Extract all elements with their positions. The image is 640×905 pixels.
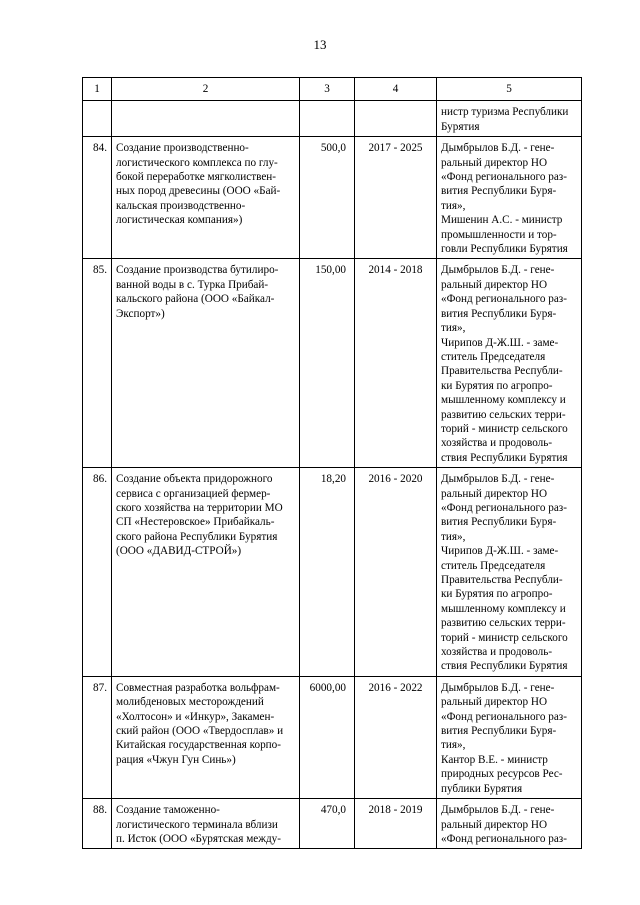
table-header-row: [83, 78, 582, 101]
project-name-line: молибденовых месторождений: [116, 696, 264, 709]
project-name: [112, 799, 300, 849]
responsible-line: ствия Республики Бурятия: [441, 451, 568, 464]
project-name-line: ского района Республики Бурятия: [116, 530, 278, 543]
project-name: [112, 676, 300, 798]
responsible-line: Дымбрылов Б.Д. - гене-: [441, 473, 555, 486]
responsible-line: ральный директор НО: [441, 278, 548, 291]
responsible-line: торий - министр сельского: [441, 631, 568, 644]
row-number: 87.: [83, 676, 112, 798]
project-name-line: Создание производства бутилиро-: [116, 264, 279, 277]
responsible-persons: [437, 101, 582, 137]
projects-table: [82, 77, 582, 849]
responsible-line: Чирипов Д-Ж.Ш. - заме-: [441, 336, 559, 349]
responsible-line: «Фонд регионального раз-: [441, 832, 567, 845]
row-number: 86.: [83, 468, 112, 677]
responsible-persons: [437, 676, 582, 798]
responsible-line: тия»,: [441, 739, 466, 752]
table-row: [83, 101, 582, 137]
responsible-line: развитию сельских терри-: [441, 617, 566, 630]
project-name-line: СП «Нестеровское» Прибайкаль-: [116, 516, 275, 529]
header-col-1: 1: [83, 78, 112, 101]
investment-amount: [300, 101, 355, 137]
page-number: 13: [313, 37, 327, 52]
investment-amount: 500,0: [300, 137, 355, 259]
responsible-line: Чирипов Д-Ж.Ш. - заме-: [441, 545, 559, 558]
responsible-line: торий - министр сельского: [441, 422, 568, 435]
implementation-period: 2016 - 2020: [355, 468, 437, 677]
project-name-line: Китайская государственная корпо-: [116, 739, 281, 752]
table-body: [83, 78, 582, 849]
implementation-period: 2018 - 2019: [355, 799, 437, 849]
project-name-line: сервиса с организацией фермер-: [116, 487, 271, 500]
project-name-line: ского хозяйства на территории МО: [116, 501, 283, 514]
responsible-line: ральный директор НО: [441, 818, 548, 831]
responsible-line: Дымбрылов Б.Д. - гене-: [441, 681, 555, 694]
project-name-line: (ООО «ДАВИД-СТРОЙ»): [116, 545, 242, 558]
responsible-line: ральный директор НО: [441, 487, 548, 500]
project-name-line: кальского района (ООО «Байкал-: [116, 293, 275, 306]
table-row: [83, 676, 582, 798]
responsible-line: вития Республики Буря-: [441, 725, 557, 738]
implementation-period: 2017 - 2025: [355, 137, 437, 259]
responsible-line: хозяйства и продоволь-: [441, 437, 553, 450]
responsible-line: вития Республики Буря-: [441, 307, 557, 320]
row-number: 85.: [83, 259, 112, 468]
project-name-line: «Холтосон» и «Инкур», Закамен-: [116, 710, 275, 723]
responsible-line: говли Республики Бурятия: [441, 243, 568, 256]
project-name-line: Создание объекта придорожного: [116, 473, 273, 486]
table-row: [83, 259, 582, 468]
responsible-line: хозяйства и продоволь-: [441, 646, 553, 659]
row-number: 88.: [83, 799, 112, 849]
responsible-line: публики Бурятия: [441, 782, 523, 795]
responsible-line: ральный директор НО: [441, 156, 548, 169]
implementation-period: 2016 - 2022: [355, 676, 437, 798]
project-name-line: Экспорт»): [116, 307, 165, 320]
responsible-line: «Фонд регионального раз-: [441, 501, 567, 514]
project-name-line: кальская производственно-: [116, 199, 246, 212]
project-name-line: п. Исток (ООО «Бурятская между-: [116, 832, 281, 845]
responsible-line: «Фонд регионального раз-: [441, 710, 567, 723]
responsible-line: вития Республики Буря-: [441, 185, 557, 198]
project-name: [112, 137, 300, 259]
header-col-3: 3: [300, 78, 355, 101]
responsible-persons: [437, 468, 582, 677]
project-name-line: ский район (ООО «Твердосплав» и: [116, 725, 284, 738]
responsible-line: тия»,: [441, 322, 466, 335]
responsible-line: нистр туризма Республики: [441, 106, 569, 119]
implementation-period: [355, 101, 437, 137]
project-name-line: Создание производственно-: [116, 142, 249, 155]
project-name-line: логистического комплекса по глу-: [116, 156, 278, 169]
project-name-line: ных пород древесины (ООО «Бай-: [116, 185, 281, 198]
table-row: [83, 137, 582, 259]
responsible-persons: [437, 799, 582, 849]
project-name: [112, 101, 300, 137]
responsible-persons: [437, 137, 582, 259]
investment-amount: 470,0: [300, 799, 355, 849]
responsible-line: ститель Председателя: [441, 559, 546, 572]
row-number: [83, 101, 112, 137]
investment-amount: 18,20: [300, 468, 355, 677]
responsible-persons: [437, 259, 582, 468]
responsible-line: мышленному комплексу и: [441, 602, 566, 615]
responsible-line: ки Бурятия по агропро-: [441, 588, 553, 601]
responsible-line: природных ресурсов Рес-: [441, 768, 563, 781]
row-number: 84.: [83, 137, 112, 259]
responsible-line: Кантор В.Е. - министр: [441, 753, 548, 766]
header-col-4: 4: [355, 78, 437, 101]
responsible-line: ствия Республики Бурятия: [441, 660, 568, 673]
responsible-line: ки Бурятия по агропро-: [441, 379, 553, 392]
responsible-line: мышленному комплексу и: [441, 394, 566, 407]
responsible-line: Правительства Республи-: [441, 574, 563, 586]
responsible-line: тия»,: [441, 199, 466, 212]
project-name-line: логистического терминала вблизи: [116, 818, 278, 831]
table-row: [83, 799, 582, 849]
responsible-line: тия»,: [441, 530, 466, 543]
responsible-line: «Фонд регионального раз-: [441, 171, 567, 184]
responsible-line: Правительства Республи-: [441, 365, 563, 378]
responsible-line: Бурятия: [441, 120, 480, 133]
responsible-line: Дымбрылов Б.Д. - гене-: [441, 142, 555, 155]
responsible-line: вития Республики Буря-: [441, 516, 557, 529]
responsible-line: Дымбрылов Б.Д. - гене-: [441, 804, 555, 817]
table-row: [83, 468, 582, 677]
responsible-line: Мишенин А.С. - министр: [441, 214, 563, 227]
investment-amount: 150,00: [300, 259, 355, 468]
project-name-line: Создание таможенно-: [116, 804, 220, 817]
project-name-line: ванной воды в с. Турка Прибай-: [116, 278, 269, 291]
implementation-period: 2014 - 2018: [355, 259, 437, 468]
responsible-line: «Фонд регионального раз-: [441, 293, 567, 306]
responsible-line: ститель Председателя: [441, 350, 546, 363]
header-col-5: 5: [437, 78, 582, 101]
responsible-line: промышленности и тор-: [441, 228, 557, 241]
responsible-line: развитию сельских терри-: [441, 408, 566, 421]
project-name-line: бокой переработке мягколиствен-: [116, 171, 276, 184]
responsible-line: ральный директор НО: [441, 696, 548, 709]
header-col-2: 2: [112, 78, 300, 101]
responsible-line: Дымбрылов Б.Д. - гене-: [441, 264, 555, 277]
project-name-line: рация «Чжун Гун Синь»): [116, 753, 236, 766]
investment-amount: 6000,00: [300, 676, 355, 798]
project-name-line: логистическая компания»): [116, 214, 243, 227]
project-name: [112, 468, 300, 677]
project-name: [112, 259, 300, 468]
project-name-line: Совместная разработка вольфрам-: [116, 681, 280, 694]
